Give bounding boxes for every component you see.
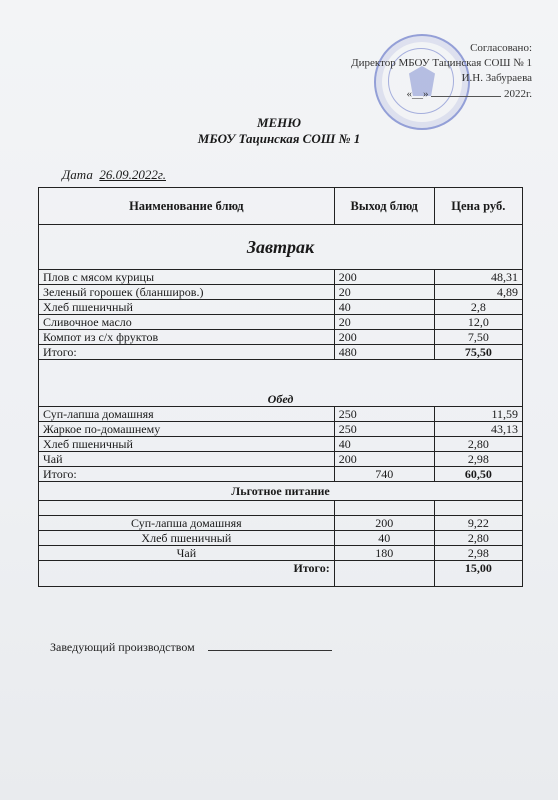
total-price: 60,50 [434, 467, 522, 482]
dish-price: 2,80 [434, 531, 522, 546]
table-row [39, 531, 523, 546]
dish-yield: 200 [334, 452, 434, 467]
dish-price: 4,89 [434, 285, 522, 300]
table-row [39, 270, 523, 285]
approval-heading: Согласовано: [470, 42, 532, 54]
approval-position: Директор МБОУ Тацинская СОШ № 1 [351, 57, 532, 69]
total-row [39, 345, 523, 360]
signature-blank [208, 640, 332, 651]
dish-name: Плов с мясом курицы [39, 270, 335, 285]
approval-month-blank [431, 86, 501, 97]
table-row [39, 452, 523, 467]
section-lunch [39, 360, 523, 407]
dish-price: 2,80 [434, 437, 522, 452]
menu-table [38, 187, 523, 587]
total-yield: 740 [334, 467, 434, 482]
dish-yield: 180 [334, 546, 434, 561]
dish-yield: 40 [334, 531, 434, 546]
section-preferential [39, 482, 523, 501]
dish-yield: 20 [334, 285, 434, 300]
preferential-title: Льготное питание [39, 482, 523, 501]
dish-price: 43,13 [434, 422, 522, 437]
breakfast-title: Завтрак [39, 225, 523, 270]
table-row [39, 422, 523, 437]
dish-name: Жаркое по-домашнему [39, 422, 335, 437]
total-yield: 480 [334, 345, 434, 360]
school-name: МБОУ Тацинская СОШ № 1 [197, 131, 361, 146]
dish-price: 2,8 [434, 300, 522, 315]
dish-yield: 250 [334, 422, 434, 437]
dish-name: Хлеб пшеничный [39, 531, 335, 546]
approval-block [292, 41, 532, 102]
dish-yield: 40 [334, 437, 434, 452]
dish-yield: 200 [334, 270, 434, 285]
dish-name: Суп-лапша домашняя [39, 407, 335, 422]
lunch-title: Обед [39, 360, 523, 407]
dish-price: 48,31 [434, 270, 522, 285]
table-row [39, 300, 523, 315]
spacer-row [39, 501, 523, 516]
total-price: 15,00 [434, 561, 522, 587]
section-breakfast [39, 225, 523, 270]
dish-name: Хлеб пшеничный [39, 437, 335, 452]
dish-name: Чай [39, 546, 335, 561]
total-label: Итого: [39, 345, 335, 360]
table-row [39, 330, 523, 345]
total-price: 75,50 [434, 345, 522, 360]
dish-yield: 200 [334, 516, 434, 531]
dish-yield: 40 [334, 300, 434, 315]
approval-year: 2022г. [503, 88, 532, 100]
dish-price: 2,98 [434, 546, 522, 561]
date-label: Дата [62, 167, 93, 182]
dish-name: Сливочное масло [39, 315, 335, 330]
table-row [39, 285, 523, 300]
header-price: Цена руб. [434, 188, 522, 225]
dish-name: Чай [39, 452, 335, 467]
table-row [39, 407, 523, 422]
page-title: МЕНЮ [256, 115, 302, 130]
dish-price: 11,59 [434, 407, 522, 422]
approval-date-line [292, 86, 532, 102]
table-row [39, 516, 523, 531]
dish-yield: 200 [334, 330, 434, 345]
dish-price: 9,22 [434, 516, 522, 531]
dish-yield: 20 [334, 315, 434, 330]
total-label: Итого: [39, 467, 335, 482]
approval-day: «__» [406, 88, 429, 100]
total-label: Итого: [39, 561, 335, 587]
dish-name: Зеленый горошек (бланширов.) [39, 285, 335, 300]
total-yield [334, 561, 434, 587]
approval-name: И.Н. Забураева [461, 72, 532, 84]
dish-price: 12,0 [434, 315, 522, 330]
dish-name: Суп-лапша домашняя [39, 516, 335, 531]
dish-name: Хлеб пшеничный [39, 300, 335, 315]
signature-line [50, 640, 332, 655]
total-row [39, 561, 523, 587]
dish-price: 7,50 [434, 330, 522, 345]
dish-name: Компот из с/х фруктов [39, 330, 335, 345]
table-row [39, 437, 523, 452]
total-row [39, 467, 523, 482]
header-dish: Наименование блюд [39, 188, 335, 225]
table-header-row [39, 188, 523, 225]
date-value: 26.09.2022г. [99, 167, 166, 182]
dish-price: 2,98 [434, 452, 522, 467]
table-row [39, 546, 523, 561]
menu-date [62, 167, 166, 183]
header-yield: Выход блюд [334, 188, 434, 225]
table-row [39, 315, 523, 330]
dish-yield: 250 [334, 407, 434, 422]
footer-label: Заведующий производством [50, 640, 195, 654]
